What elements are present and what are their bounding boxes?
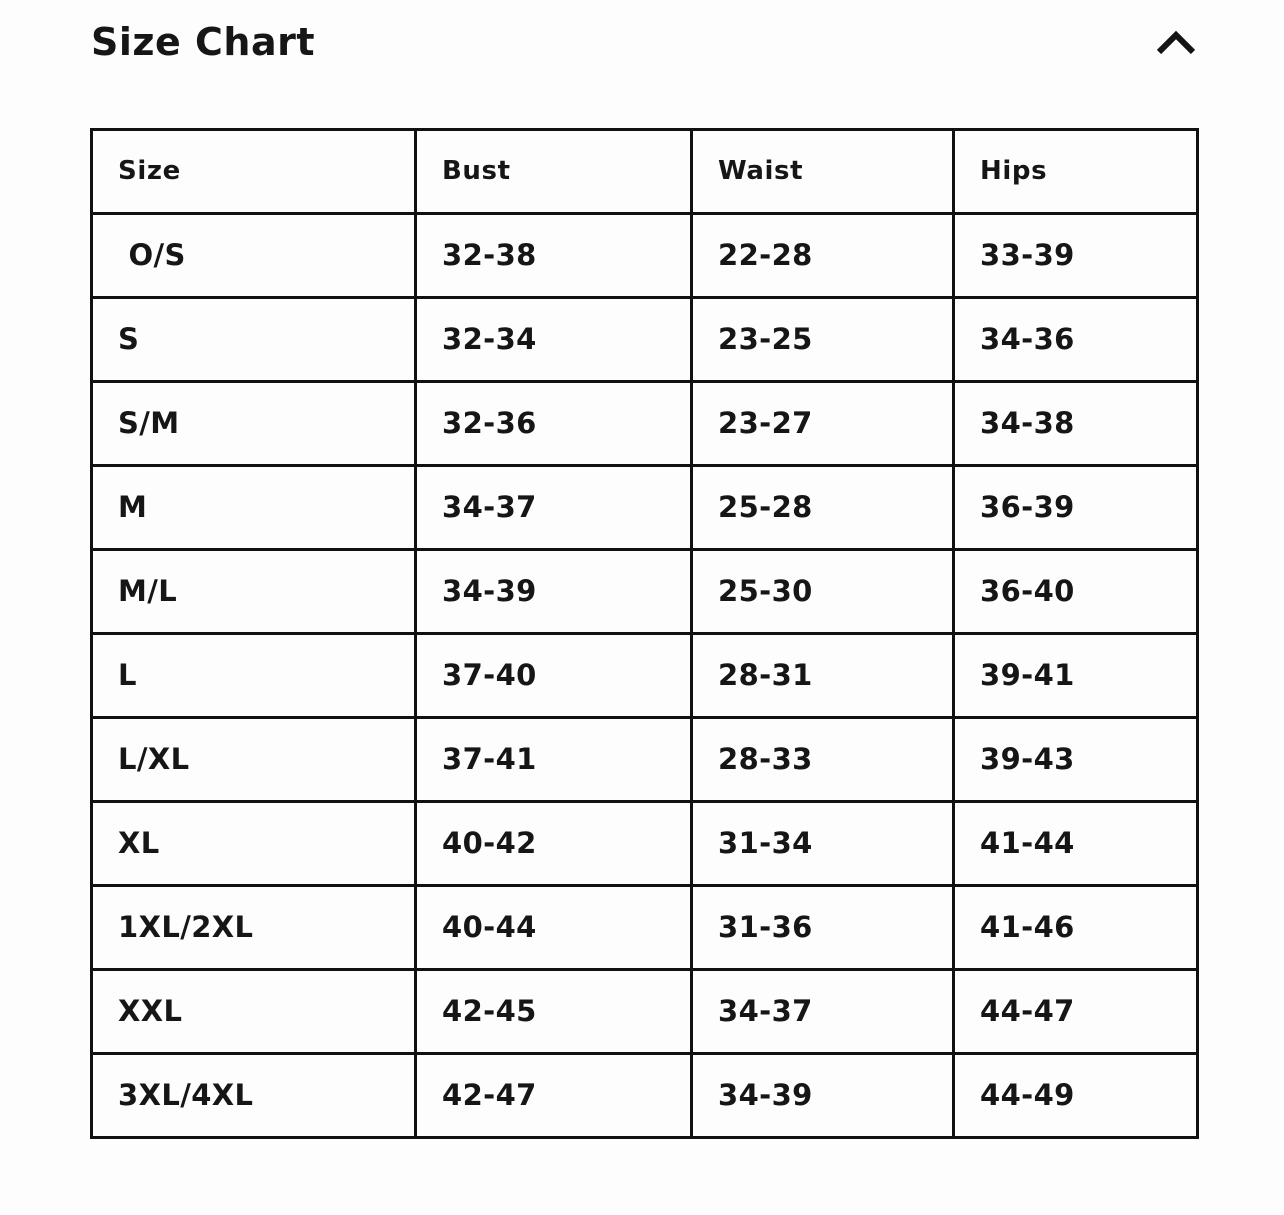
cell-size: S xyxy=(92,297,416,381)
table-row xyxy=(92,213,1198,297)
cell-hips: 34-38 xyxy=(954,381,1198,465)
cell-bust: 40-44 xyxy=(416,885,692,969)
section-header xyxy=(0,0,1284,64)
cell-hips: 36-39 xyxy=(954,465,1198,549)
cell-waist: 25-28 xyxy=(692,465,954,549)
cell-hips: 33-39 xyxy=(954,213,1198,297)
column-header-size: Size xyxy=(92,129,416,213)
cell-size: XL xyxy=(92,801,416,885)
cell-waist: 25-30 xyxy=(692,549,954,633)
cell-size: 3XL/4XL xyxy=(92,1053,416,1137)
table-row xyxy=(92,969,1198,1053)
column-header-waist: Waist xyxy=(692,129,954,213)
section-title: Size Chart xyxy=(91,20,316,64)
size-table-body xyxy=(92,213,1198,1137)
cell-hips: 39-43 xyxy=(954,717,1198,801)
cell-hips: 44-47 xyxy=(954,969,1198,1053)
cell-waist: 23-27 xyxy=(692,381,954,465)
cell-size: L/XL xyxy=(92,717,416,801)
table-row xyxy=(92,633,1198,717)
table-row xyxy=(92,297,1198,381)
cell-waist: 28-33 xyxy=(692,717,954,801)
cell-bust: 37-40 xyxy=(416,633,692,717)
column-header-bust: Bust xyxy=(416,129,692,213)
cell-waist: 31-36 xyxy=(692,885,954,969)
cell-waist: 23-25 xyxy=(692,297,954,381)
cell-hips: 44-49 xyxy=(954,1053,1198,1137)
cell-hips: 39-41 xyxy=(954,633,1198,717)
cell-waist: 34-39 xyxy=(692,1053,954,1137)
table-row xyxy=(92,381,1198,465)
size-chart-table xyxy=(90,128,1199,1139)
cell-bust: 32-38 xyxy=(416,213,692,297)
cell-waist: 31-34 xyxy=(692,801,954,885)
cell-bust: 40-42 xyxy=(416,801,692,885)
cell-hips: 41-46 xyxy=(954,885,1198,969)
cell-hips: 34-36 xyxy=(954,297,1198,381)
table-row xyxy=(92,465,1198,549)
column-header-hips: Hips xyxy=(954,129,1198,213)
collapse-section-button[interactable] xyxy=(1154,22,1198,58)
table-row xyxy=(92,1053,1198,1137)
table-row xyxy=(92,801,1198,885)
cell-bust: 32-36 xyxy=(416,381,692,465)
cell-size: M xyxy=(92,465,416,549)
cell-waist: 22-28 xyxy=(692,213,954,297)
table-row xyxy=(92,885,1198,969)
cell-bust: 32-34 xyxy=(416,297,692,381)
cell-size: O/S xyxy=(92,213,416,297)
table-header-row xyxy=(92,129,1198,213)
cell-waist: 34-37 xyxy=(692,969,954,1053)
cell-bust: 34-37 xyxy=(416,465,692,549)
cell-size: L xyxy=(92,633,416,717)
table-row xyxy=(92,717,1198,801)
cell-bust: 34-39 xyxy=(416,549,692,633)
cell-size: 1XL/2XL xyxy=(92,885,416,969)
cell-bust: 42-47 xyxy=(416,1053,692,1137)
cell-size: M/L xyxy=(92,549,416,633)
cell-bust: 37-41 xyxy=(416,717,692,801)
cell-bust: 42-45 xyxy=(416,969,692,1053)
cell-hips: 41-44 xyxy=(954,801,1198,885)
cell-size: S/M xyxy=(92,381,416,465)
cell-size: XXL xyxy=(92,969,416,1053)
chevron-up-icon xyxy=(1154,28,1198,58)
cell-hips: 36-40 xyxy=(954,549,1198,633)
cell-waist: 28-31 xyxy=(692,633,954,717)
table-row xyxy=(92,549,1198,633)
